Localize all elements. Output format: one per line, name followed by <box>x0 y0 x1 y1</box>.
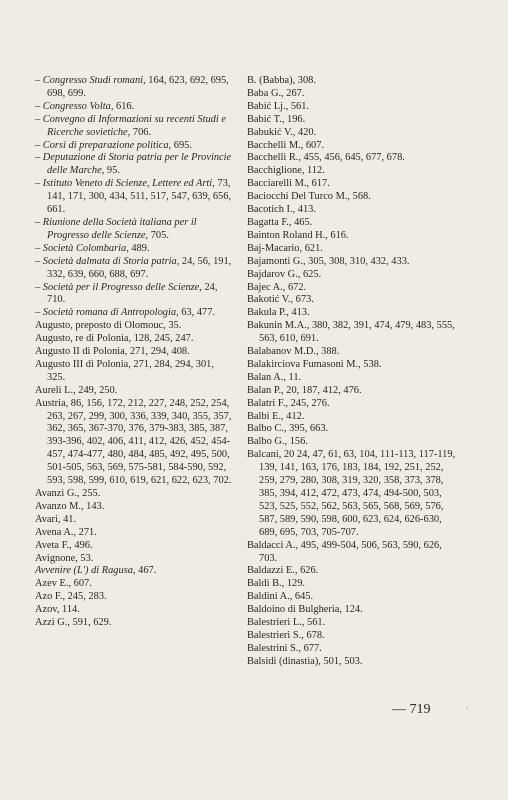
index-entry <box>35 243 233 256</box>
index-entry <box>35 101 233 114</box>
index-entry-text: Azo F., 245, 283. <box>35 591 107 603</box>
index-entry: Bacchelli M., 607. <box>247 139 325 151</box>
index-entry <box>35 604 233 617</box>
index-entry: Balbi E., 412. <box>247 410 305 422</box>
index-entry <box>35 578 233 591</box>
index-entry <box>35 501 233 514</box>
index-left-column <box>35 75 233 630</box>
index-entry: Balabanov M.D., 388. <box>247 346 340 358</box>
index-entry: Bajamonti G., 305, 308, 310, 432, 433. <box>247 255 410 267</box>
index-entry: Balan A., 11. <box>247 371 302 383</box>
index-entry-text: Avanzo M., 143. <box>35 500 105 512</box>
index-entry <box>35 320 233 333</box>
index-entry-text: – <box>35 242 43 254</box>
index-entry: Bacchelli R., 455, 456, 645, 677, 678. <box>247 152 405 164</box>
index-entry-text: Avvenire (L') di Ragusa, <box>35 565 136 577</box>
index-entry: Balestrieri S., 678. <box>247 629 325 641</box>
index-entry-text: – <box>35 139 43 151</box>
index-entry <box>35 540 233 553</box>
index-entry <box>35 514 233 527</box>
index-entry <box>35 359 233 385</box>
index-entry: Bainton Roland H., 616. <box>247 229 349 241</box>
index-entry-text: Società Colombaria, <box>42 242 129 254</box>
index-entry: Balbo G., 156. <box>247 436 308 448</box>
index-entry-text: 706. <box>130 126 152 138</box>
index-entry-text: Augusto II di Polonia, 271, 294, 408. <box>35 346 190 358</box>
index-entry <box>35 565 233 578</box>
index-entry-text: 95. <box>104 165 120 177</box>
index-entry-text: 705. <box>148 229 169 241</box>
index-entry: Baciocchi Del Turco M., 568. <box>247 191 371 203</box>
index-entry: B. (Babba), 308. <box>247 75 316 86</box>
index-entry-text: Azev E., 607. <box>35 578 92 590</box>
index-entry <box>35 178 233 217</box>
index-entry: Baldi B., 129. <box>247 578 306 590</box>
index-entry: Baldazzi E., 626. <box>247 565 319 577</box>
index-entry-text: Avignone, 53. <box>35 552 94 564</box>
index-entry-text: Società romana di Antropologia, <box>42 307 179 319</box>
index-entry: Baldini A., 645. <box>247 591 314 603</box>
index-entry-text: 489. <box>128 242 150 254</box>
index-entry: Bajec A., 672. <box>247 281 307 293</box>
index-entry-text: Avena A., 271. <box>35 526 97 538</box>
index-entry-text: Avanzi G., 255. <box>35 488 101 499</box>
index-entry-text: Austria, 86, 156, 172, 212, 227, 248, 252, 254, 263, 267, 299, 300, 336, 339, 340, 355, 357, 362, 365, 367-370, 376, 379-383, 385, 387, 393-396, 402, 406, 411, 412, 426, 452, 454-457, 474-477, 480, 484, 485, 492, 495, 500, 501-505, 563, 569, 575-581, 584-590, 592, 593, 598, 599, 610, 619, 621, 622, 623, 702. <box>35 397 232 487</box>
index-entry-text: Corsi di preparazione politica, <box>42 139 172 151</box>
index-entry: Balcani, 20 24, 47, 61, 63, 104, 111-113, 117-119, 139, 141, 163, 176, 183, 184, 192, 251, 252, 259, 279, 280, 308, 319, 320, 358, 373, 378, 385, 394, 412, 472, 473, 474, 494-500, 503, 523, 525, 552, 562, 563, 565, 568, 569, 576, 587, 589, 590, 598, 600, 623, 624, 626-630, 689, 695, 703, 705-707. <box>247 449 456 538</box>
index-entry: Bajdarov G., 625. <box>247 268 322 280</box>
index-entry: Baj-Macario, 621. <box>247 242 323 254</box>
index-entry-text: Augusto, preposto di Olomouc, 35. <box>35 320 182 332</box>
index-entry <box>35 398 233 488</box>
index-entry: Bacotich I., 413. <box>247 204 316 216</box>
index-entry: Bakotić V., 673. <box>247 294 314 306</box>
index-entry <box>35 553 233 566</box>
index-entry-text: 24, 710. <box>47 281 218 306</box>
index-entry <box>35 527 233 540</box>
index-entry <box>35 307 233 320</box>
index-entry-text: – <box>35 216 43 228</box>
index-entry-text: Congresso Studi romani, <box>42 75 146 86</box>
index-entry <box>35 282 233 308</box>
index-entry-text: Congresso Volta, <box>42 100 114 112</box>
index-entry: Balbo C., 395, 663. <box>247 423 329 435</box>
index-entry: Bakunin M.A., 380, 382, 391, 474, 479, 483, 555, 563, 610, 691. <box>247 320 455 345</box>
index-entry-text: – <box>35 307 43 319</box>
index-entry-text: 73, 141, 171, 300, 434, 511, 517, 547, 639, 656, 661. <box>47 178 232 216</box>
index-entry: Balestrini S., 677. <box>247 642 322 654</box>
page-number: — 719 <box>392 702 431 717</box>
index-entry-text: Augusto III di Polonia, 271, 284, 294, 301, 325. <box>35 358 214 383</box>
index-entry <box>35 114 233 140</box>
index-entry <box>35 617 233 630</box>
scan-mark: ' <box>466 706 469 715</box>
index-entry-text: Riunione della Società italiana per il Progresso delle Scienze, <box>42 216 197 241</box>
index-entry: Balsidi (dinastia), 501, 503. <box>247 655 363 667</box>
index-entry <box>35 152 233 178</box>
index-entry: Balakirciova Fumasoni M., 538. <box>247 358 382 370</box>
index-entry-text: 616. <box>113 100 135 112</box>
index-entry <box>35 346 233 359</box>
index-entry <box>35 217 233 243</box>
index-entry-text: Augusto, re di Polonia, 128, 245, 247. <box>35 333 194 345</box>
index-entry-text: – <box>35 75 43 86</box>
index-entry-text: Deputazione di Storia patria per le Provincie delle Marche, <box>42 152 232 177</box>
index-entry-text: 467. <box>135 565 157 577</box>
index-entry-text: 63, 477. <box>178 307 216 319</box>
index-entry: Bacciarelli M., 617. <box>247 178 330 190</box>
index-entry: Baldacci A., 495, 499-504, 506, 563, 590, 626, 703. <box>247 539 442 564</box>
index-entry-text: Società per il Progresso delle Scienze, <box>42 281 202 293</box>
index-entry: Balan P., 20, 187, 412, 476. <box>247 384 362 396</box>
index-entry: Babić Lj., 561. <box>247 100 310 112</box>
index-entry: Bacchiglione, 112. <box>247 165 325 177</box>
index-entry <box>35 591 233 604</box>
index-entry-text: – <box>35 255 43 267</box>
index-entry-text: Aureli L., 249, 250. <box>35 384 118 396</box>
index-entry-text: – <box>35 100 43 112</box>
index-entry-text: Società dalmata di Storia patria, <box>42 255 180 267</box>
index-entry <box>35 385 233 398</box>
index-entry-text: Aveta F., 496. <box>35 539 93 551</box>
index-entry-text: 24, 56, 191, 332, 639, 660, 688, 697. <box>47 255 232 280</box>
index-entry-text: Avari, 41. <box>35 513 77 525</box>
index-entry-text: Istituto Veneto di Scienze, Lettere ed Arti, <box>42 178 215 190</box>
index-entry-text: Convegno di Informazioni su recenti Studi e Ricerche sovietiche, <box>42 113 226 138</box>
index-entry <box>35 140 233 153</box>
index-entry: Babukić V., 420. <box>247 126 317 138</box>
index-entry: Bagatta F., 465. <box>247 216 313 228</box>
index-right-column <box>247 75 462 669</box>
index-entry-text: 164, 623, 692, 695, 698, 699. <box>47 75 229 99</box>
index-entry: Baldoino di Bulgheria, 124. <box>247 604 363 616</box>
index-entry: Babić T., 196. <box>247 113 306 125</box>
index-entry-text: – <box>35 152 43 164</box>
index-entry <box>35 256 233 282</box>
index-entry-text: Azov, 114. <box>35 604 80 616</box>
index-entry-text: – <box>35 113 43 125</box>
index-entry-text: Azzi G., 591, 629. <box>35 617 112 629</box>
index-entry-text: – <box>35 178 43 190</box>
index-entry <box>35 333 233 346</box>
index-entry: Bakula P., 413. <box>247 307 310 319</box>
index-entry <box>35 75 233 101</box>
index-entry-text: 695. <box>171 139 192 151</box>
index-entry <box>35 488 233 501</box>
index-entry-text: – <box>35 281 43 293</box>
index-entry: Balatri F., 245, 276. <box>247 397 330 409</box>
index-entry: Balestrieri L., 561. <box>247 617 326 629</box>
index-entry: Baba G., 267. <box>247 87 305 99</box>
